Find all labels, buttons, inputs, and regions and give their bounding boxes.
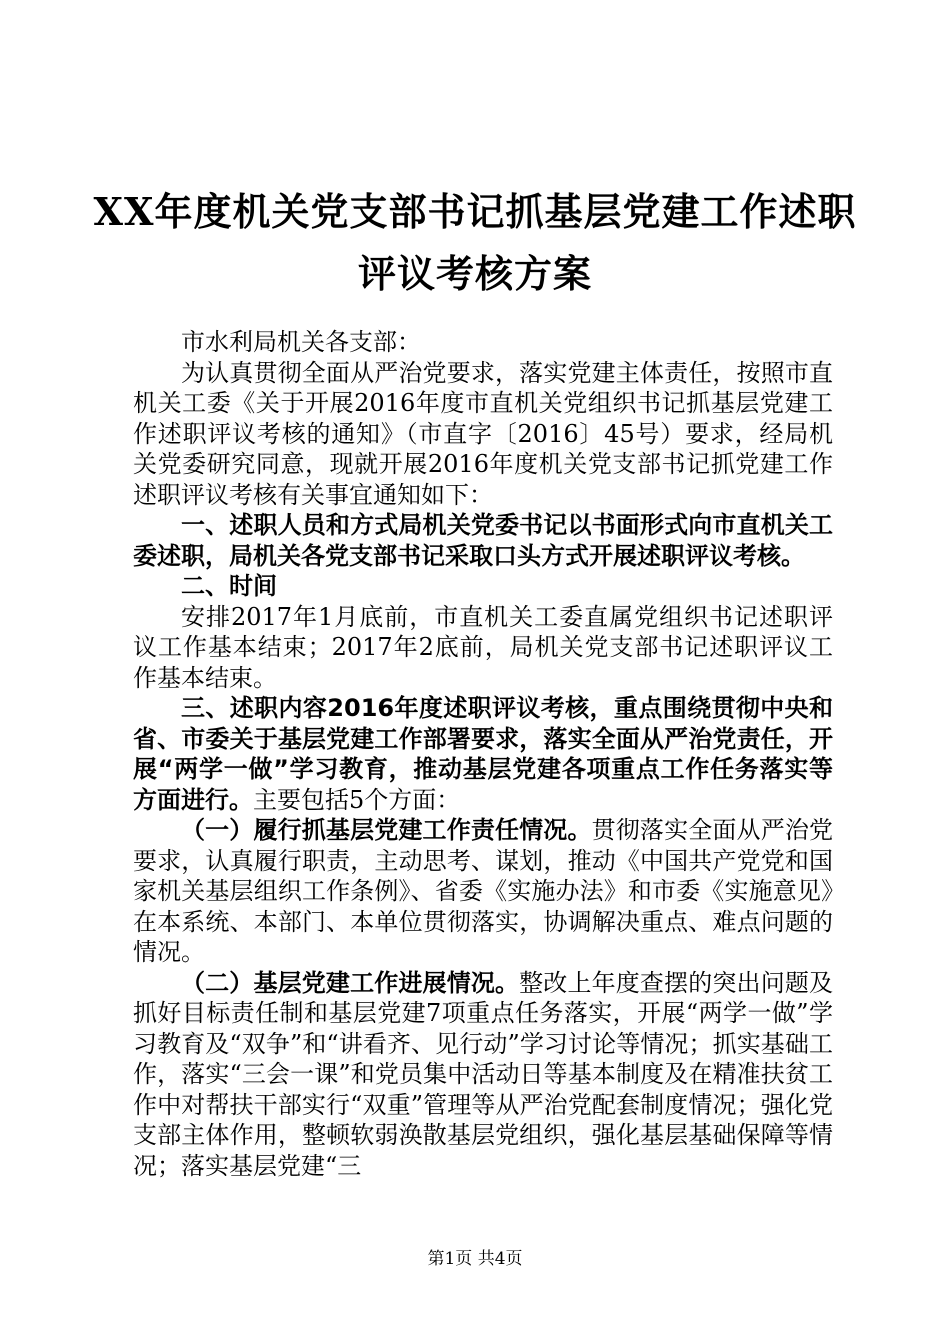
item-2-heading: （二）基层党建工作进展情况。 — [181, 968, 520, 997]
section-2-body: 安排2017年1月底前，市直机关工委直属党组织书记述职评议工作基本结束；2017年2底前，局机关党支部书记述职评议工作基本结束。 — [133, 602, 833, 692]
document-title-line-2: 评议考核方案 — [357, 251, 592, 296]
page-number-footer: 第1页 共4页 — [427, 1249, 523, 1269]
section-3-rest: 主要包括5个方面： — [253, 785, 461, 814]
section-3 — [133, 693, 833, 815]
intro-paragraph: 为认真贯彻全面从严治党要求，落实党建主体责任，按照市直机关工委《关于开展2016年度市直机关党组织书记抓基层党建工作述职评议考核的通知》（市直字〔2016〕45号）要求，经局机关党委研究同意，现就开展2016年度机关党支部书记抓党建工作述职评议考核有关事宜通知如下： — [133, 358, 833, 509]
item-2-body: 整改上年度查摆的突出问题及抓好目标责任制和基层党建7项重点任务落实，开展“两学一做”学习教育及“双争”和“讲看齐、见行动”学习讨论等情况；抓实基础工作，落实“三会一课”和党员集中活动日等基本制度及在精准扶贫工作中对帮扶干部实行“双重”管理等从严治党配套制度情况；强化党支部主体作用，整顿软弱涣散基层党组织，强化基层基础保障等情况；落实基层党建“三 — [133, 968, 834, 1180]
item-2 — [133, 968, 833, 1182]
salutation: 市水利局机关各支部： — [181, 328, 421, 356]
section-3-heading: 三、述职内容2016年度述职评议考核，重点围绕贯彻中央和省、市委关于基层党建工作部署要求，落实全面从严治党责任，开展“两学一做”学习教育，推动基层党建各项重点工作任务落实等方面进行。 — [133, 694, 833, 814]
document-title-line-1: XX年度机关党支部书记抓基层党建工作述职 — [93, 189, 857, 234]
document-body — [133, 327, 833, 1181]
item-1-body: 贯彻落实全面从严治党要求，认真履行职责，主动思考、谋划，推动《中国共产党党和国家机关基层组织工作条例》、省委《实施办法》和市委《实施意见》在本系统、本部门、本单位贯彻落实，协调解决重点、难点问题的情况。 — [133, 816, 834, 966]
item-1-heading: （一）履行抓基层党建工作责任情况。 — [181, 816, 592, 844]
item-1 — [133, 815, 833, 968]
section-1: 一、述职人员和方式局机关党委书记以书面形式向市直机关工委述职，局机关各党支部书记采取口头方式开展述职评议考核。 — [133, 511, 833, 570]
section-2-heading: 二、时间 — [181, 572, 277, 600]
